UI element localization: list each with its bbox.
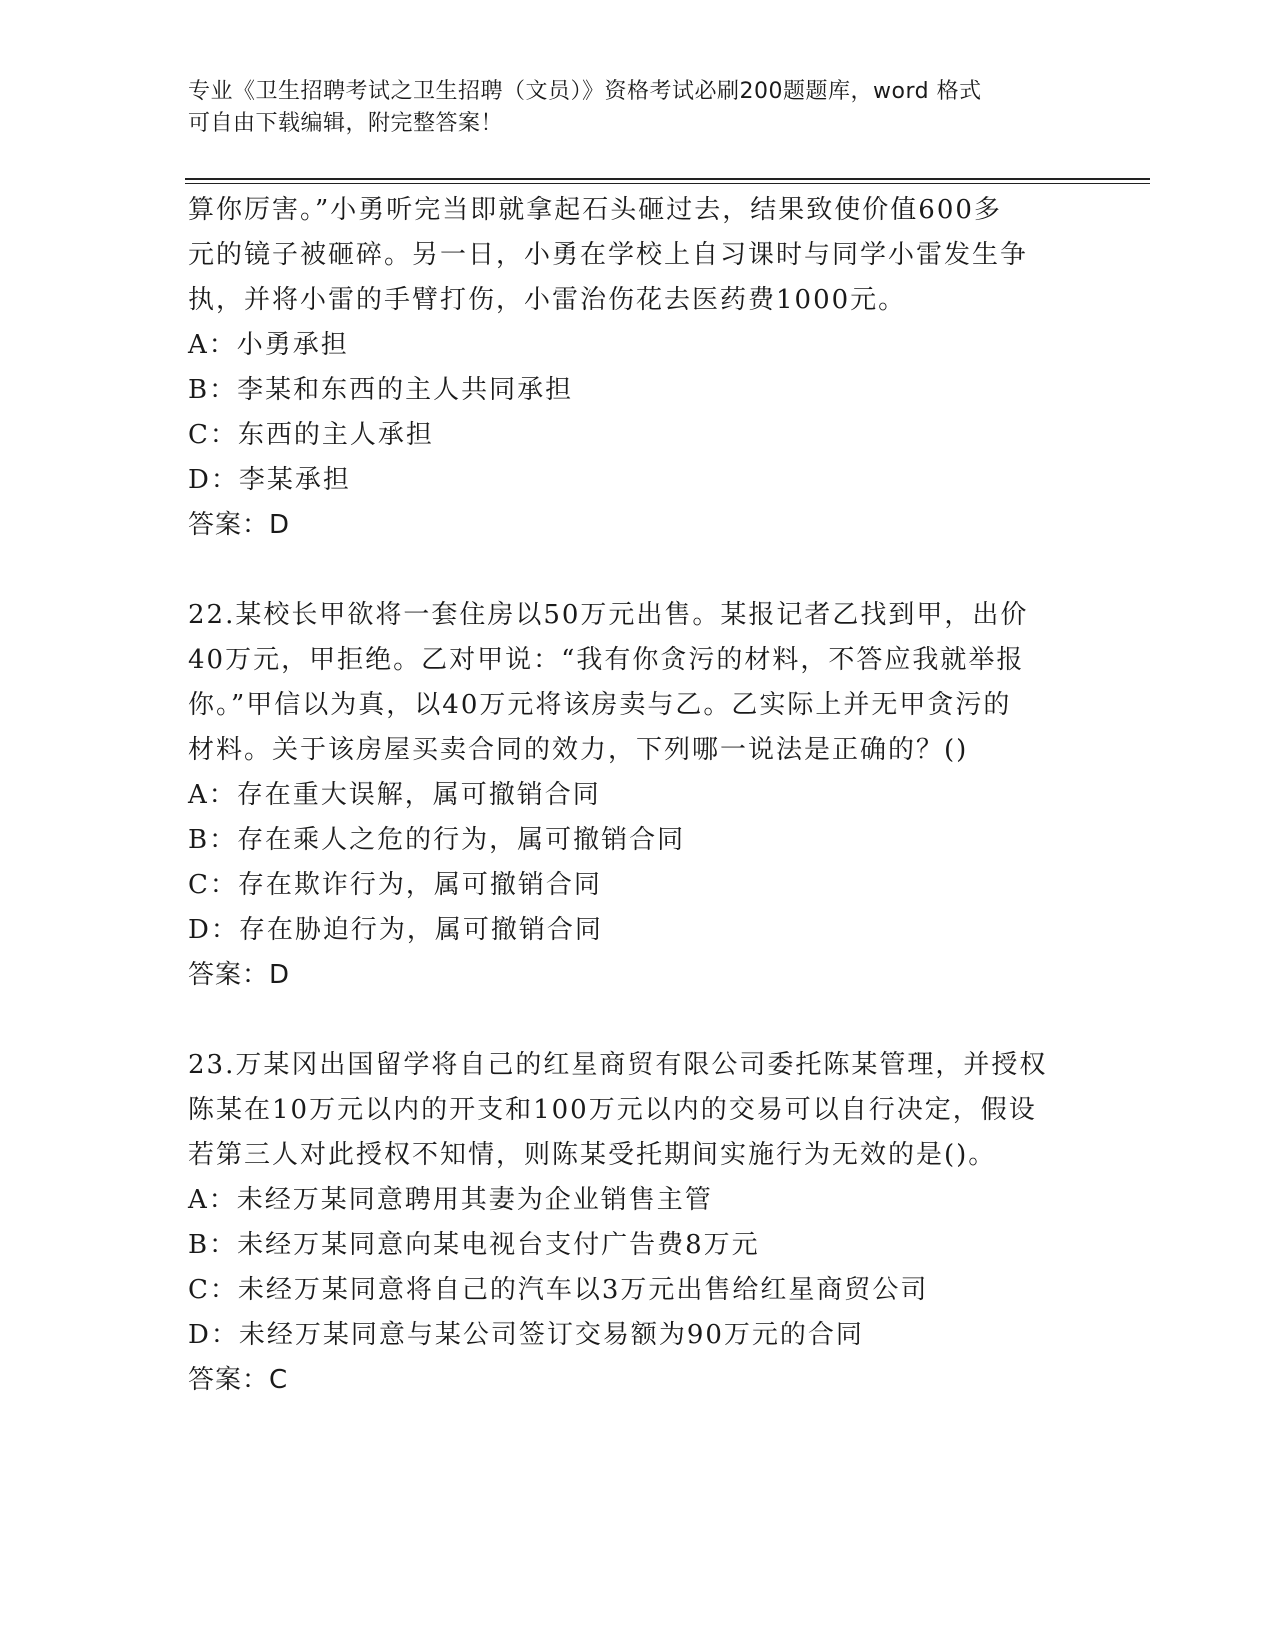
option-c: C：存在欺诈行为，属可撤销合同 (188, 870, 602, 900)
option-a: A：小勇承担 (188, 330, 349, 360)
option-a: A：未经万某同意聘用其妻为企业销售主管 (188, 1185, 713, 1215)
header-rule-thick (185, 178, 1150, 180)
question-22 (188, 593, 1088, 998)
header-line-1: 专业《卫生招聘考试之卫生招聘（文员）》资格考试必刷200题题库，word 格式 (188, 79, 982, 104)
question-text-line: 23.万某冈出国留学将自己的红星商贸有限公司委托陈某管理，并授权 (188, 1050, 1048, 1080)
question-text-line: 你。”甲信以为真，以40万元将该房卖与乙。乙实际上并无甲贪污的 (188, 690, 1012, 720)
option-b: B：未经万某同意向某电视台支付广告费8万元 (188, 1230, 760, 1260)
question-text-line: 执，并将小雷的手臂打伤，小雷治伤花去医药费1000元。 (188, 285, 907, 315)
option-a: A：存在重大误解，属可撤销合同 (188, 780, 601, 810)
question-text-line: 若第三人对此授权不知情，则陈某受托期间实施行为无效的是()。 (188, 1140, 997, 1170)
header-line-2: 可自由下载编辑，附完整答案！ (188, 111, 504, 136)
option-c: C：东西的主人承担 (188, 420, 434, 450)
question-text-line: 22.某校长甲欲将一套住房以50万元出售。某报记者乙找到甲，出价 (188, 600, 1029, 630)
answer-line: 答案：D (188, 510, 291, 540)
document-body (188, 188, 1088, 1403)
question-text-line: 陈某在10万元以内的开支和100万元以内的交易可以自行决定，假设 (188, 1095, 1037, 1125)
page-header (188, 76, 1068, 140)
question-text-line: 元的镜子被砸碎。另一日，小勇在学校上自习课时与同学小雷发生争 (188, 240, 1029, 270)
option-b: B：李某和东西的主人共同承担 (188, 375, 574, 405)
option-d: D：未经万某同意与某公司签订交易额为90万元的合同 (188, 1320, 864, 1350)
answer-line: 答案：C (188, 1365, 289, 1395)
option-b: B：存在乘人之危的行为，属可撤销合同 (188, 825, 686, 855)
option-d: D：李某承担 (188, 465, 351, 495)
question-text-line: 算你厉害。”小勇听完当即就拿起石头砸过去，结果致使价值600多 (188, 195, 1002, 225)
answer-line: 答案：D (188, 960, 291, 990)
question-23 (188, 1043, 1088, 1403)
question-text-line: 材料。关于该房屋买卖合同的效力，下列哪一说法是正确的？() (188, 735, 969, 765)
question-text-line: 40万元，甲拒绝。乙对甲说：“我有你贪污的材料，不答应我就举报 (188, 645, 1025, 675)
header-rule-thin (185, 183, 1150, 184)
option-c: C：未经万某同意将自己的汽车以3万元出售给红星商贸公司 (188, 1275, 929, 1305)
option-d: D：存在胁迫行为，属可撤销合同 (188, 915, 603, 945)
question-continued (188, 188, 1088, 548)
